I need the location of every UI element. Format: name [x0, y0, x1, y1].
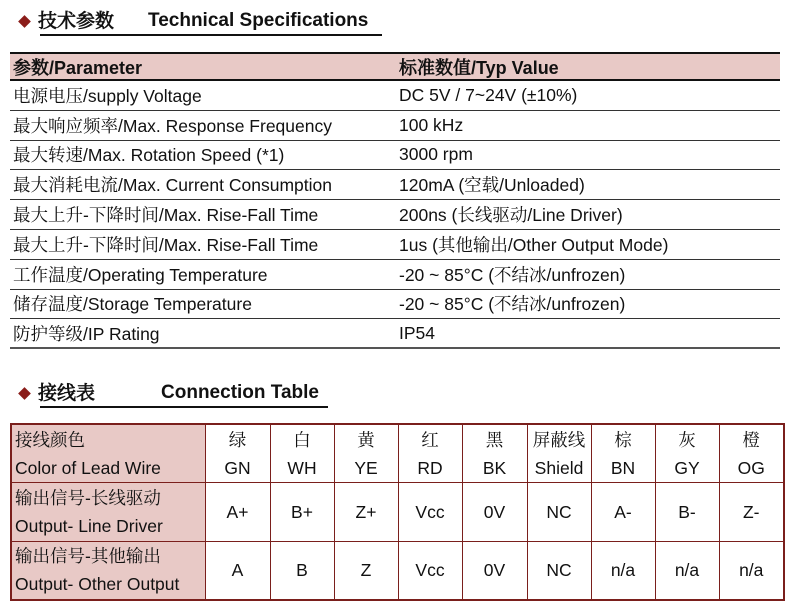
- spec-heading-underline: [40, 34, 382, 36]
- other-output-row: [11, 541, 784, 600]
- other-output-signal: NC: [527, 541, 591, 600]
- other-output-signal: n/a: [591, 541, 655, 600]
- wire-color-cell: [655, 424, 719, 483]
- wire-color-code: GY: [674, 457, 700, 478]
- wire-color-code: BN: [610, 457, 636, 478]
- spec-row: [10, 81, 780, 111]
- line-driver-row: [11, 483, 784, 541]
- spec-row: [10, 319, 780, 349]
- wire-color-code: OG: [737, 457, 765, 478]
- spec-param: 最大上升-下降时间/Max. Rise-Fall Time: [13, 234, 319, 255]
- other-output-signal: n/a: [655, 541, 719, 600]
- spec-table: [10, 52, 780, 349]
- wire-color-cell: [398, 424, 462, 483]
- line-driver-signal: 0V: [462, 483, 527, 541]
- spec-param: 工作温度/Operating Temperature: [13, 264, 268, 285]
- spec-value: 120mA (空载/Unloaded): [399, 175, 585, 196]
- other-output-signal: Vcc: [398, 541, 462, 600]
- other-output-label: [11, 541, 205, 600]
- param-column-header: 参数/Parameter: [13, 57, 143, 78]
- spec-value: 100 kHz: [399, 114, 464, 135]
- spec-param: 电源电压/supply Voltage: [13, 85, 202, 106]
- connection-table: [10, 423, 785, 601]
- spec-row: [10, 111, 780, 141]
- line-driver-label-en: Output- Line Driver: [15, 515, 163, 536]
- spec-value: IP54: [399, 322, 435, 343]
- spec-table-header: [10, 52, 780, 81]
- line-driver-signal: Z-: [719, 483, 784, 541]
- wire-color-cn: 白: [293, 429, 311, 450]
- connection-heading-underline: [40, 406, 328, 408]
- spec-value: -20 ~ 85°C (不结冰/unfrozen): [399, 294, 626, 315]
- spec-row: [10, 170, 780, 200]
- wire-color-cn: 黑: [485, 429, 504, 450]
- spec-value: 1us (其他输出/Other Output Mode): [399, 234, 669, 255]
- wire-color-cell: [205, 424, 270, 483]
- wire-color-cn: 红: [421, 429, 439, 450]
- wire-color-code: WH: [287, 457, 317, 478]
- spec-row: [10, 290, 780, 320]
- lead-color-label-en: Color of Lead Wire: [15, 457, 161, 478]
- wire-color-code: Shield: [534, 457, 584, 478]
- other-output-signal: A: [205, 541, 270, 600]
- spec-param: 最大上升-下降时间/Max. Rise-Fall Time: [13, 205, 319, 226]
- other-output-signal: B: [270, 541, 334, 600]
- wire-color-code: BK: [482, 457, 507, 478]
- spec-param: 最大响应频率/Max. Response Frequency: [13, 115, 332, 136]
- spec-param: 最大转速/Max. Rotation Speed (*1): [13, 145, 285, 166]
- connection-section-heading: [18, 378, 319, 406]
- lead-color-label-cn: 接线颜色: [15, 429, 85, 450]
- lead-color-row: [11, 424, 784, 483]
- spec-param: 最大消耗电流/Max. Current Consumption: [13, 175, 332, 196]
- wire-color-cn: 棕: [614, 429, 632, 450]
- spec-value: 200ns (长线驱动/Line Driver): [399, 205, 623, 226]
- wire-color-cn: 绿: [228, 429, 247, 450]
- wire-color-cell: [591, 424, 655, 483]
- wire-color-cell: [334, 424, 398, 483]
- other-output-signal: Z: [334, 541, 398, 600]
- line-driver-signal: Vcc: [398, 483, 462, 541]
- wire-color-cn: 屏蔽线: [532, 429, 586, 450]
- value-column-header: 标准数值/Typ Value: [399, 57, 559, 78]
- other-output-label-cn: 输出信号-其他输出: [15, 546, 161, 567]
- spec-row: [10, 230, 780, 260]
- line-driver-label: [11, 483, 205, 541]
- spec-value: 3000 rpm: [399, 144, 473, 165]
- spec-value: DC 5V / 7~24V (±10%): [399, 84, 578, 105]
- wire-color-code: GN: [224, 457, 251, 478]
- wire-color-cell: [719, 424, 784, 483]
- connection-title-en: Connection Table: [161, 382, 319, 403]
- line-driver-signal: Z+: [334, 483, 398, 541]
- line-driver-signal: A-: [591, 483, 655, 541]
- other-output-label-en: Output- Other Output: [15, 574, 180, 595]
- other-output-signal: n/a: [719, 541, 784, 600]
- spec-row: [10, 141, 780, 171]
- spec-value: -20 ~ 85°C (不结冰/unfrozen): [399, 264, 626, 285]
- diamond-bullet-icon: [18, 15, 31, 28]
- wire-color-cn: 黄: [357, 429, 375, 450]
- spec-title-en: Technical Specifications: [148, 10, 369, 31]
- connection-title-cn: 接线表: [38, 382, 96, 404]
- wire-color-cn: 橙: [742, 429, 760, 450]
- wire-color-code: YE: [354, 457, 378, 478]
- spec-title-cn: 技术参数: [38, 10, 115, 32]
- line-driver-signal: B-: [655, 483, 719, 541]
- wire-color-cell: [462, 424, 527, 483]
- line-driver-signal: NC: [527, 483, 591, 541]
- wire-color-code: RD: [417, 457, 443, 478]
- wire-color-cn: 灰: [678, 429, 696, 450]
- diamond-bullet-icon: [18, 387, 31, 400]
- line-driver-label-cn: 输出信号-长线驱动: [15, 487, 161, 508]
- wire-color-cell: [270, 424, 334, 483]
- wire-color-cell: [527, 424, 591, 483]
- spec-table-body: [10, 81, 780, 349]
- spec-row: [10, 200, 780, 230]
- line-driver-signal: B+: [270, 483, 334, 541]
- lead-color-label: [11, 424, 205, 483]
- spec-section-heading: [18, 6, 368, 34]
- spec-param: 储存温度/Storage Temperature: [13, 294, 252, 315]
- other-output-signal: 0V: [462, 541, 527, 600]
- spec-row: [10, 260, 780, 290]
- line-driver-signal: A+: [205, 483, 270, 541]
- spec-param: 防护等级/IP Rating: [13, 323, 160, 344]
